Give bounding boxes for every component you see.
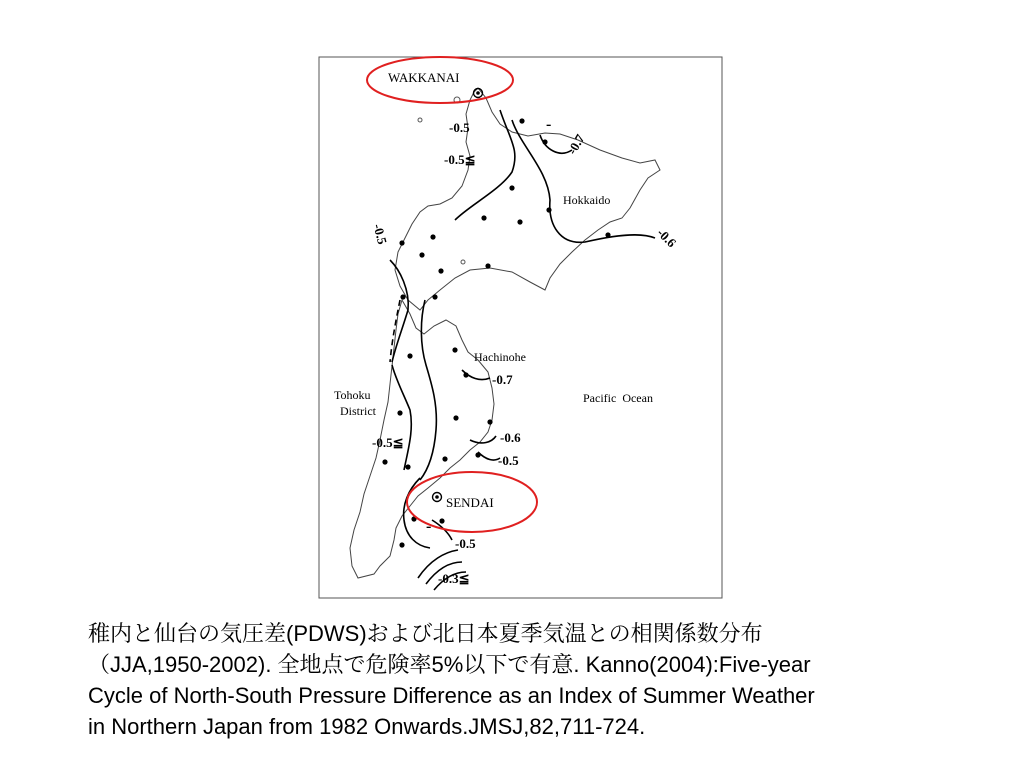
contour-label: -0.5 <box>370 222 391 246</box>
station-dot <box>463 372 468 377</box>
station-dot <box>439 518 444 523</box>
hokkaido-label: Hokkaido <box>563 193 611 207</box>
station-dot <box>509 185 514 190</box>
station-dot <box>400 294 405 299</box>
hachinohe-label: Hachinohe <box>474 350 526 364</box>
tohoku-label: Tohoku <box>334 388 371 402</box>
contour-label: -0.6 <box>500 430 521 445</box>
station-dot <box>519 118 524 123</box>
contour-label: -0.3≦ <box>438 571 470 586</box>
station-dot <box>407 353 412 358</box>
station-dot <box>442 456 447 461</box>
station-dot <box>453 415 458 420</box>
station-dot <box>542 139 547 144</box>
station-dot <box>399 542 404 547</box>
station-dot <box>546 207 551 212</box>
station-dot <box>452 347 457 352</box>
contour-label: -0.5 <box>449 120 470 135</box>
station-dot <box>485 263 490 268</box>
contour-label: -0.5 <box>498 453 519 468</box>
station-dot <box>487 419 492 424</box>
caption-line: in Northern Japan from 1982 Onwards.JMSJ,82,711-724. <box>88 714 646 739</box>
minus-mark: - <box>426 518 432 535</box>
pacific-ocean-label: Pacific Ocean <box>583 391 653 405</box>
caption-line: 稚内と仙台の気圧差(PDWS)および北日本夏季気温との相関係数分布 <box>88 621 763 646</box>
caption-line: Cycle of North-South Pressure Difference as an Index of Summer Weather <box>88 683 815 708</box>
station-dot <box>399 240 404 245</box>
station-dot <box>405 464 410 469</box>
station-dot <box>438 268 443 273</box>
contour-label: -0.5 <box>455 536 476 551</box>
station-dot <box>397 410 402 415</box>
station-dot <box>475 452 480 457</box>
district-label: District <box>340 404 376 418</box>
figure-caption <box>88 618 988 742</box>
contour-label: -0.7 <box>564 131 588 157</box>
minus-mark: - <box>546 116 552 133</box>
station-dot <box>605 232 610 237</box>
contour-label: -0.7 <box>492 372 513 387</box>
contour-label: -0.5≦ <box>444 152 476 167</box>
station-dot <box>419 252 424 257</box>
station-dot <box>382 459 387 464</box>
station-dot <box>432 294 437 299</box>
sendai-label: SENDAI <box>446 495 494 510</box>
contour-label: -0.5≦ <box>372 435 404 450</box>
station-dot <box>517 219 522 224</box>
caption-line: （JJA,1950-2002). 全地点で危険率5%以下で有意. Kanno(2004):Five-year <box>88 652 811 677</box>
contour-label: -0.6 <box>654 225 680 251</box>
station-dot <box>481 215 486 220</box>
station-dot <box>430 234 435 239</box>
wakkanai-label: WAKKANAI <box>388 70 460 85</box>
